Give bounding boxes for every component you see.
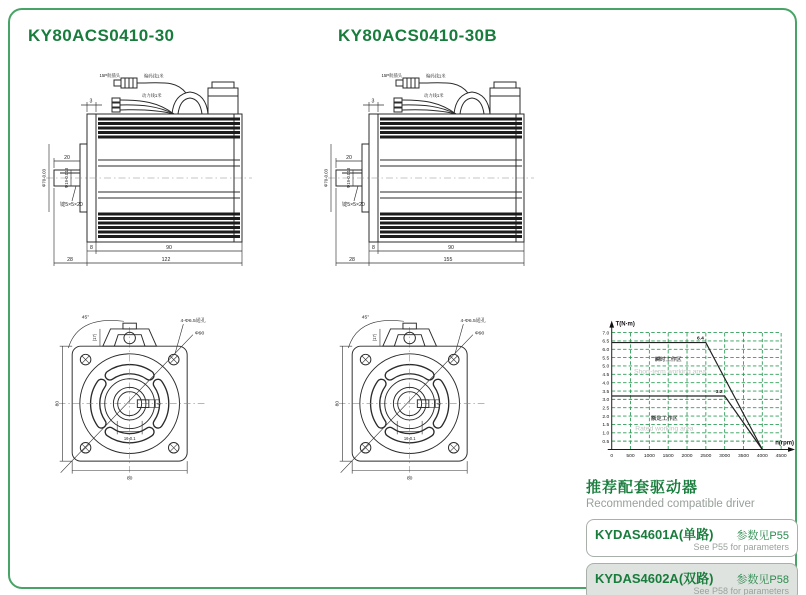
x-axis-title: n(rpm) [775,440,795,447]
dim-connector-height: (17) [372,333,378,342]
y-tick-label: 3.0 [602,398,610,404]
holes-spec-label: 4-Φ6.5通孔 [180,318,206,325]
dim-key-width: 5 [156,402,162,405]
side-view-svg [306,72,546,277]
front-view-drawing-b [310,300,540,492]
dim-pilot-diameter: Φ90 [474,330,485,337]
dim-flange-depth: 8 [372,245,375,251]
model-title-right: KY80ACS0410-30B [338,26,498,45]
label-15p-plug: 15P航插头 [381,73,402,78]
x-tick-label: 1000 [643,453,655,459]
dim-height: 80 [334,400,341,407]
connector-bump [68,320,156,348]
driver-card-kydas4601a[interactable] [586,519,798,557]
x-tick-label: 2500 [700,453,712,459]
dim-width: 80 [126,475,133,482]
dim-connector-height: (17) [92,333,98,342]
connector-bump [348,320,436,348]
dim-shaft-length: 20 [64,155,70,161]
y-tick-label: 3.5 [602,389,610,395]
y-tick-label: 5.0 [602,364,610,370]
centerlines [339,327,487,480]
recommended-driver-section [586,476,798,595]
dim-angle: 45° [81,314,90,321]
y-tick-label: 2.0 [602,414,610,420]
driver-ref-en: See P58 for parameters [693,585,789,595]
dim-total-length: 155 [443,257,453,263]
model-title-left: KY80ACS0410-30 [28,26,175,45]
driver-model-label: KYDAS4602A(双路) [595,570,714,586]
working-area-label-zh: 额定工作区 [651,416,678,423]
dim-total-length: 122 [161,257,171,263]
y-axis-title: T(N·m) [615,321,635,328]
driver-ref-zh: 参数见P58 [736,573,789,586]
cable-labels [381,72,446,99]
cable-labels [99,72,164,99]
dim-shaft-length: 20 [346,155,352,161]
dim-body-length: 90 [166,245,172,251]
torque-speed-chart [582,316,796,475]
x-tick-label: 3500 [737,453,749,459]
x-axis-arrow [788,447,795,452]
working-area-label-en: Short-term working area [634,368,707,376]
working-area-label-zh: 瞬时工作区 [654,356,682,363]
dim-flange-thickness: 3 [89,98,93,105]
y-tick-label: 4.5 [602,373,610,379]
series-peak-label: 6.4 [696,336,704,342]
side-view-drawing-b [306,72,546,277]
y-tick-label: 7.0 [602,331,610,337]
x-tick-label: 3000 [719,453,731,459]
driver-model-label: KYDAS4601A(单路) [595,527,714,542]
dim-pilot-diameter: Φ70-0.03 [41,168,47,188]
y-tick-label: 4.0 [602,381,610,387]
key-spec-label: 键5×5×20 [342,202,365,208]
y-tick-label: 2.5 [602,406,610,412]
x-tick-label: 500 [626,453,635,459]
x-tick-label: 2000 [681,453,693,459]
x-tick-label: 4500 [775,453,787,459]
dim-key-flat: 16-0.1 [123,436,136,442]
y-tick-label: 1.0 [602,431,610,437]
dim-flange-depth: 8 [90,245,93,251]
series-peak-label: 3.2 [715,390,723,396]
dim-height: 80 [54,400,61,407]
dim-shaft-diameter: Φ19-0.013 [64,167,69,189]
side-view-svg [24,72,264,277]
label-power-cable: 动力线1米 [424,93,444,98]
dim-pilot-diameter: Φ70-0.03 [323,168,329,188]
label-encoder-cable: 编码线1米 [144,73,164,79]
holes-spec-label: 4-Φ6.5通孔 [460,318,486,325]
front-view-drawing-a [30,300,260,492]
dim-body-length: 90 [448,245,454,251]
front-dimensions [335,314,486,481]
dim-key-width: 5 [436,402,442,405]
dim-width: 80 [406,475,413,482]
connector-and-cables [112,78,238,114]
driver-section-title-zh: 推荐配套驱动器 [586,479,699,496]
front-view-svg [310,300,540,492]
y-tick-label: 0.5 [602,439,610,445]
x-tick-label: 4000 [756,453,768,459]
x-tick-label: 0 [610,453,614,459]
y-tick-label: 5.5 [602,356,610,362]
connector-and-cables [394,78,520,114]
label-power-cable: 动力线1米 [142,93,162,98]
key-spec-label: 键5×5×20 [60,202,83,208]
dim-shaft-diameter: Φ19-0.013 [346,167,351,189]
label-15p-plug: 15P航插头 [99,73,120,78]
y-tick-label: 6.5 [602,339,610,345]
side-view-drawing-a [24,72,264,277]
label-encoder-cable: 编码线1米 [426,73,446,79]
front-dimensions [55,314,206,481]
dim-shaft-extension: 28 [349,257,355,263]
driver-section-title-en: Recommended compatible driver [586,498,755,510]
x-tick-label: 1500 [662,453,674,459]
dim-pilot-diameter: Φ90 [194,330,205,337]
front-view-svg [30,300,260,492]
centerlines [59,327,207,480]
y-tick-label: 1.5 [602,423,610,429]
dim-shaft-extension: 28 [67,257,73,263]
dim-angle: 45° [361,314,370,321]
working-area-label-en: Rated working area [635,425,694,433]
driver-ref-zh: 参数见P55 [736,530,789,542]
torque-speed-chart-svg [582,316,796,470]
dim-key-flat: 16-0.1 [403,436,416,442]
dim-flange-thickness: 3 [371,98,375,105]
driver-ref-en: See P55 for parameters [693,542,789,552]
driver-card-kydas4602a[interactable] [586,563,798,595]
y-axis-arrow [609,321,614,328]
y-tick-label: 6.0 [602,348,610,354]
